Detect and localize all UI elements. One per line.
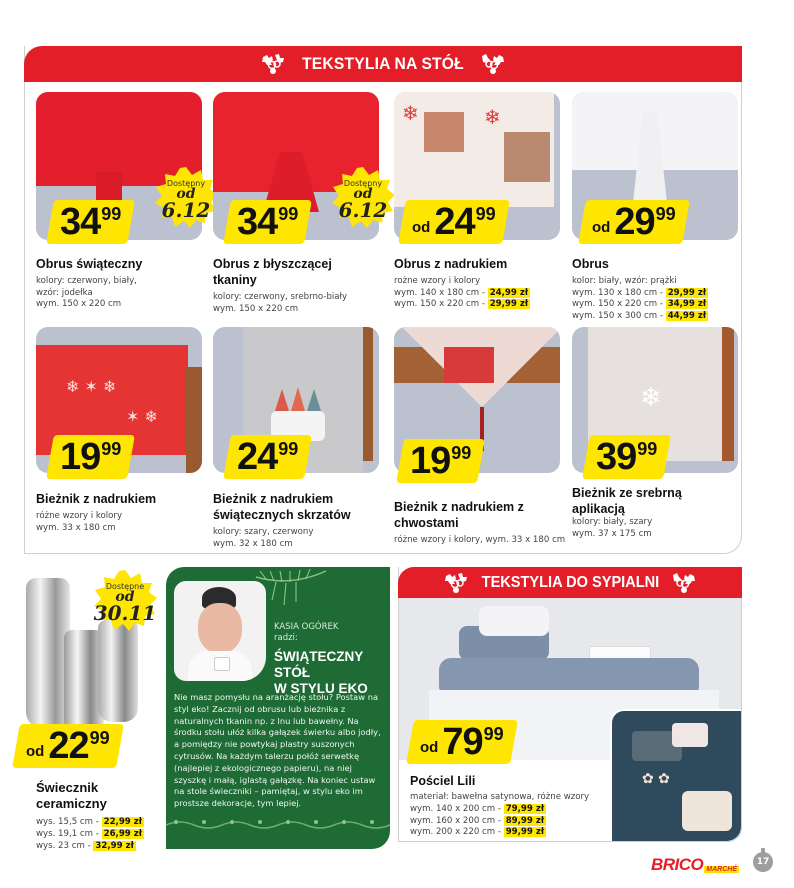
variant-price: 79,99 zł bbox=[505, 803, 545, 814]
product-details: kolory: szary, czerwony wym. 32 x 180 cm bbox=[213, 527, 314, 549]
price-tag: 34 99 bbox=[223, 200, 312, 244]
product-card[interactable] bbox=[213, 327, 381, 550]
variant-price: 24,99 zł bbox=[489, 287, 529, 298]
product-details: różne wzory i kolory wym. 33 x 180 cm bbox=[36, 511, 123, 533]
product-name: Bieżnik z nadrukiem z chwostami bbox=[394, 500, 524, 530]
product-card[interactable] bbox=[394, 92, 562, 311]
product-image-printed-tablecloth: ❄ ❄ bbox=[394, 92, 560, 240]
price-tag: od 29 99 bbox=[578, 200, 689, 244]
product-details: materiał: bawełna satynowa, różne wzory wym. 140 x 200 cm - 79,99 zł wym. 160 x 200 cm - 89,99 zł wym. 200 x 220 cm - 99,99 zł bbox=[410, 792, 590, 838]
product-details: kolory: czerwony, srebrno-biały wym. 150 x 220 cm bbox=[213, 292, 348, 314]
price-tag: 39 99 bbox=[582, 435, 671, 479]
price-tag: 24 99 bbox=[223, 435, 312, 479]
availability-badge: Dostępne od 30.11 bbox=[92, 568, 158, 634]
product-name: Świecznik ceramiczny bbox=[36, 780, 107, 811]
product-card-candle[interactable] bbox=[10, 568, 160, 851]
variant-price: 29,99 zł bbox=[667, 287, 707, 298]
variant-price: 26,99 zł bbox=[103, 829, 142, 839]
product-name: Obrus z błyszczącej tkaniny bbox=[213, 257, 332, 287]
product-details: kolor: biały, wzór: prążki wym. 130 x 180 cm - 29,99 zł wym. 150 x 220 cm - 34,99 zł wym. 150 x 300 cm - 44,99 zł bbox=[572, 276, 707, 321]
product-card[interactable] bbox=[572, 327, 740, 540]
availability-badge: Dostępny od 6.12 bbox=[153, 165, 219, 231]
brand-logo: BRICO MARCHÉ bbox=[651, 855, 738, 874]
page-number-badge: 17 bbox=[753, 852, 773, 872]
bedroom-textiles-header bbox=[398, 567, 742, 598]
product-details: rożne wzory i kolory wym. 140 x 180 cm - 24,99 zł wym. 150 x 220 cm - 29,99 zł bbox=[394, 276, 529, 309]
price-tag: 34 99 bbox=[46, 200, 135, 244]
holly-icon bbox=[444, 572, 470, 594]
section-title: TEKSTYLIA DO SYPIALNI bbox=[481, 573, 659, 591]
product-name: Bieżnik z nadrukiem bbox=[36, 492, 157, 506]
eco-tip-box: KASIA OGÓREK radzi: ŚWIĄTECZNY STÓŁ W STYLU EKO Nie masz pomysłu na aranżację stołu? Postaw na styl eko! Zacznij od obrusu lub bieżnika z naturalnych tkanin np. z lnu lub bawełny. Na środku stołu ułóż kilka gałązek świerku albo jodły, a pomiędzy nie powtykaj plastry suszonych cytrusów. Na każdym talerzu połóż serwetkę (najlepiej z ekologicznego papieru), na niej szyszkę i małą, iglastą gałązkę. Na koniec ustaw na stole świeczniki – pamiętaj, w stylu eko im prostsze dekoracje, tym lepiej. bbox=[166, 567, 390, 849]
product-name: Obrus z nadrukiem bbox=[394, 257, 508, 271]
price-tag: 19 99 bbox=[396, 439, 485, 483]
product-details: kolory: czerwony, biały, wzór: jodełka wym. 150 x 220 cm bbox=[36, 276, 137, 309]
product-card[interactable] bbox=[213, 92, 388, 315]
product-card[interactable] bbox=[572, 92, 740, 322]
product-image-bedding-detail: ✿ ✿ bbox=[610, 709, 741, 841]
product-card[interactable] bbox=[36, 327, 204, 534]
eco-tip-body: Nie masz pomysłu na aranżację stołu? Postaw na styl eko! Zacznij od obrusu lub bieżnika z naturalnych tkanin np. z lnu lub bawełny. Na środku stołu ułóż kilka gałązek świerku albo jodły, a pomiędzy nie powtykaj plastry suszonych cytrusów. Na każdym talerzu połóż serwetkę (najlepiej z ekologicznego papieru), na niej szyszkę i małą, iglastą gałązkę. Na koniec ustaw na stole świeczniki – pamiętaj, w stylu eko im prostsze dekoracje, tym lepiej. bbox=[174, 692, 381, 809]
product-name: Obrus bbox=[572, 257, 609, 271]
holly-icon bbox=[261, 53, 287, 75]
variant-price: 89,99 zł bbox=[505, 815, 545, 826]
garland-decoration-icon bbox=[166, 817, 390, 831]
variant-price: 44,99 zł bbox=[667, 310, 707, 321]
variant-price: 99,99 zł bbox=[505, 827, 545, 838]
product-card[interactable] bbox=[394, 327, 566, 547]
variant-price: 32,99 zł bbox=[95, 841, 134, 851]
product-name: Bieżnik ze srebrną aplikacją bbox=[572, 486, 682, 516]
product-card-bedding[interactable] bbox=[410, 774, 610, 839]
product-name: Pościel Lili bbox=[410, 774, 476, 788]
table-textiles-header bbox=[24, 46, 742, 82]
product-name: Obrus świąteczny bbox=[36, 257, 143, 271]
variant-price: 22,99 zł bbox=[103, 817, 142, 827]
product-name: Bieżnik z nadrukiem świątecznych skrzatów bbox=[213, 492, 351, 522]
variant-price: 29,99 zł bbox=[489, 299, 529, 309]
product-details: różne wzory i kolory, wym. 33 x 180 cm bbox=[394, 535, 566, 545]
product-image-silver-runner: ❄ bbox=[572, 327, 738, 473]
eco-tip-headline: ŚWIĄTECZNY STÓŁ W STYLU EKO bbox=[274, 649, 368, 696]
product-details: wys. 15,5 cm - 22,99 zł wys. 19,1 cm - 26,99 zł wys. 23 cm - 32,99 zł bbox=[36, 817, 142, 851]
fir-branch-icon bbox=[246, 567, 336, 617]
section-title: TEKSTYLIA NA STÓŁ bbox=[302, 54, 464, 73]
price-tag: od 24 99 bbox=[398, 200, 509, 244]
availability-badge: Dostępny od 6.12 bbox=[330, 165, 396, 231]
author-name: KASIA OGÓREK bbox=[274, 622, 339, 632]
price-tag: od 79 99 bbox=[406, 720, 517, 764]
price-tag: 19 99 bbox=[46, 435, 135, 479]
holly-icon bbox=[670, 572, 696, 594]
product-details: kolory: biały, szary wym. 37 x 175 cm bbox=[572, 517, 653, 539]
product-card[interactable] bbox=[36, 92, 211, 311]
holly-icon bbox=[479, 53, 505, 75]
product-image-red-runner: ❄ ✶ ❄ ✶ ❄ bbox=[36, 327, 202, 473]
price-tag: od 22 99 bbox=[12, 724, 123, 768]
variant-price: 34,99 zł bbox=[667, 299, 707, 309]
